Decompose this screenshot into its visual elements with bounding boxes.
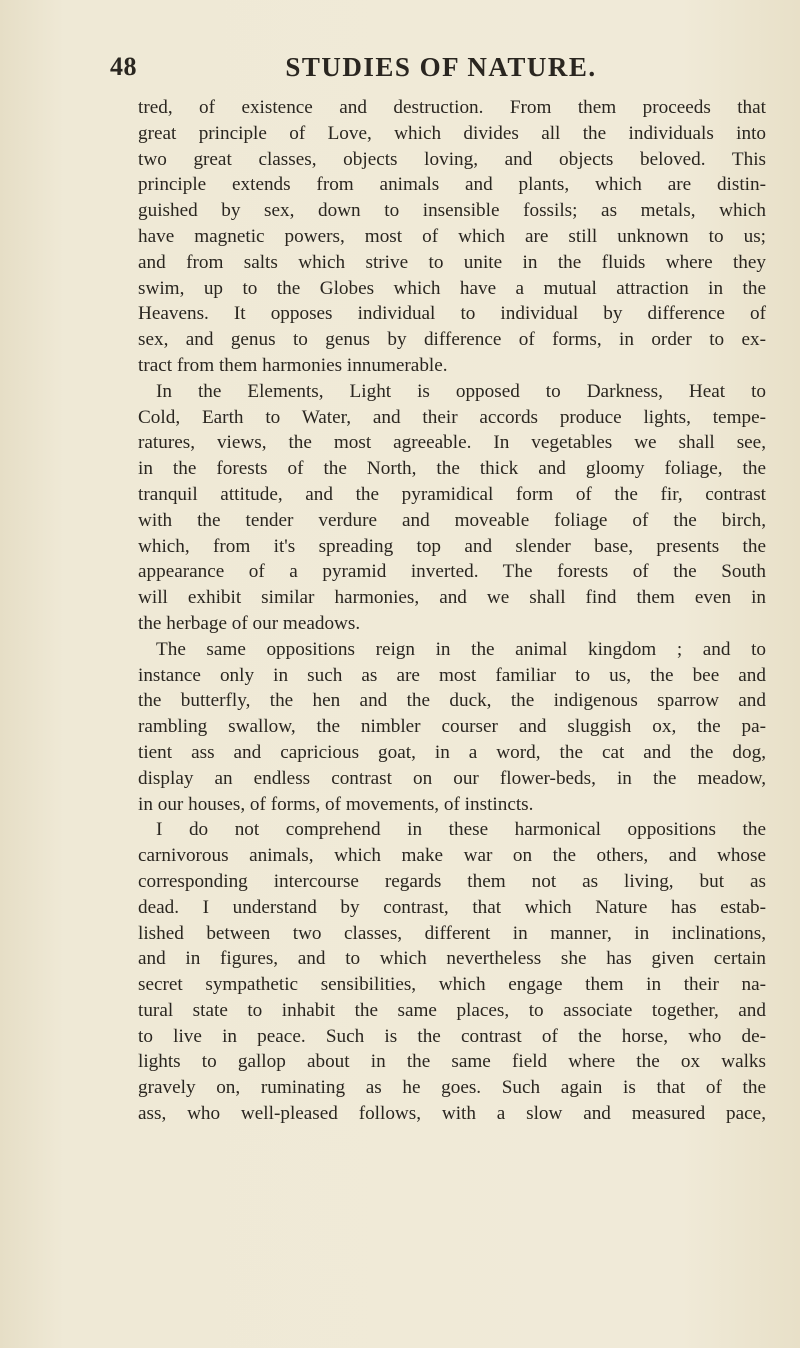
text-line: appearance of a pyramid inverted. The forests of the South [138,561,766,583]
text-line: dead. I understand by contrast, that which Nature has estab- [138,896,766,918]
text-line: I do not comprehend in these harmonical oppositions the [156,819,766,841]
body-text [138,95,766,1127]
text-line: will exhibit similar harmonies, and we shall find them even in [138,587,766,609]
text-line: ratures, views, the most agreeable. In vegetables we shall see, [138,432,766,454]
text-line: tred, of existence and destruction. From them proceeds that [138,97,766,118]
text-line: The same oppositions reign in the animal kingdom ; and to [156,638,766,660]
text-line: Cold, Earth to Water, and their accords produce lights, tempe- [138,406,766,428]
running-head [110,52,772,86]
text-line: lished between two classes, different in manner, in inclinations, [138,922,766,944]
text-line: two great classes, objects loving, and objects beloved. This [138,148,766,170]
text-line: tranquil attitude, and the pyramidical form of the fir, contrast [138,483,766,505]
text-line: the herbage of our meadows. [138,612,361,634]
text-line: principle extends from animals and plants, which are distin- [138,174,766,196]
text-line: rambling swallow, the nimbler courser and sluggish ox, the pa- [138,716,766,738]
text-line: Heavens. It opposes individual to individual by difference of [138,303,766,325]
text-line: and from salts which strive to unite in the fluids where they [138,251,766,273]
text-line: have magnetic powers, most of which are still unknown to us; [138,225,766,247]
text-line: in the forests of the North, the thick and gloomy foliage, the [138,458,766,480]
text-line: gravely on, ruminating as he goes. Such again is that of the [138,1077,766,1099]
text-line: sex, and genus to genus by difference of forms, in order to ex- [138,329,766,351]
text-line: corresponding intercourse regards them not as living, but as [138,870,766,892]
text-line: In the Elements, Light is opposed to Darkness, Heat to [156,380,766,402]
text-line: swim, up to the Globes which have a mutual attraction in the [138,277,766,299]
text-line: with the tender verdure and moveable foliage of the birch, [138,509,766,531]
text-line: and in figures, and to which nevertheless she has given certain [138,948,766,970]
text-line: which, from it's spreading top and slender base, presents the [138,535,766,557]
header-title: STUDIES OF NATURE. [285,52,597,82]
text-line: to live in peace. Such is the contrast of the horse, who de- [138,1025,766,1047]
text-line: instance only in such as are most familiar to us, the bee and [138,664,766,686]
text-line: the butterfly, the hen and the duck, the indigenous sparrow and [138,690,766,712]
text-line: lights to gallop about in the same field where the ox walks [138,1051,766,1073]
text-line: tract from them harmonies innumerable. [138,354,448,376]
page-number: 48 [110,52,137,81]
text-line: in our houses, of forms, of movements, of instincts. [138,793,534,815]
text-line: carnivorous animals, which make war on the others, and whose [138,845,766,867]
text-line: tient ass and capricious goat, in a word, the cat and the dog, [138,741,766,763]
text-line: guished by sex, down to insensible fossils; as metals, which [138,200,766,222]
text-line: ass, who well-pleased follows, with a slow and measured pace, [138,1103,766,1125]
text-line: display an endless contrast on our flower-beds, in the meadow, [138,767,766,789]
text-line: great principle of Love, which divides all the individuals into [138,122,766,144]
text-line: tural state to inhabit the same places, to associate together, and [138,999,766,1021]
text-line: secret sympathetic sensibilities, which engage them in their na- [138,974,766,996]
